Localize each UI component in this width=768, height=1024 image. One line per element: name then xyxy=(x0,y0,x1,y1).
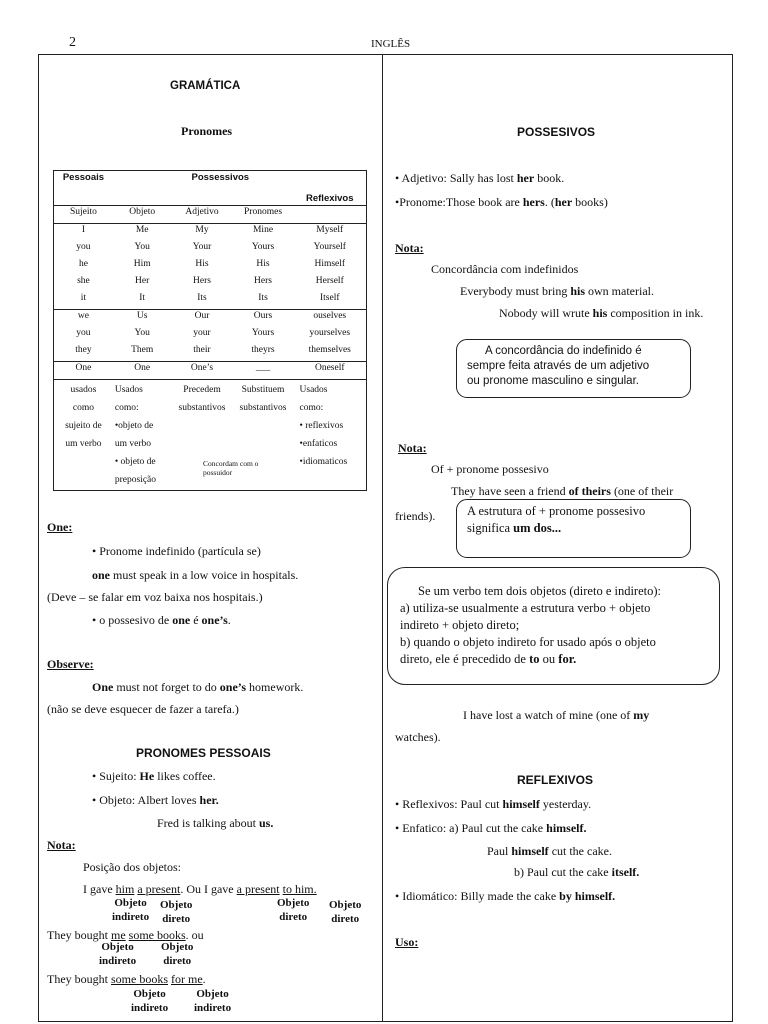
usage-line: sujeito de xyxy=(65,421,102,431)
table-cell: Herself xyxy=(315,276,344,286)
table-cell: One xyxy=(54,362,113,380)
table-cell: Its xyxy=(197,293,207,303)
table-cell: I xyxy=(54,224,113,242)
table-cell: Hers xyxy=(254,276,272,286)
table-cell: You xyxy=(134,328,150,338)
usage-line: Usados xyxy=(299,385,328,395)
one-example: one must speak in a low voice in hospitals. xyxy=(92,568,299,582)
watch-line-2: watches). xyxy=(395,730,441,744)
usage-line: •objeto de xyxy=(114,421,154,431)
reflexivos-line-1: • Reflexivos: Paul cut himself yesterday. xyxy=(395,797,592,811)
table-column-headers: Sujeito Objeto Adjetivo Pronomes xyxy=(54,206,367,224)
possesivos-pronome: •Pronome:Those book are hers. (her books) xyxy=(395,195,608,209)
reflexivos-line-3: Paul himself cut the cake. xyxy=(487,844,612,858)
usage-line: um verbo xyxy=(114,439,152,449)
one-title: One: xyxy=(47,520,73,534)
label-objeto-indireto-1: Objeto indireto xyxy=(112,897,150,923)
table-cell: Its xyxy=(258,293,268,303)
of-pronoun-box: A estrutura of + pronome possesivo significa um dos... xyxy=(456,499,691,558)
grammar-heading: GRAMÁTICA xyxy=(170,80,241,92)
pessoais-title: PRONOMES PESSOAIS xyxy=(136,746,271,760)
table-cell: your xyxy=(193,328,211,338)
table-cell: Yourself xyxy=(313,242,346,252)
usage-line: usados xyxy=(70,385,97,395)
table-cell: Me xyxy=(113,224,172,242)
table-cell: Us xyxy=(113,310,172,328)
table-cell: you xyxy=(76,242,91,252)
label-objeto-indireto-3: Objeto indireto xyxy=(131,988,169,1014)
table-cell: he xyxy=(78,259,88,269)
usage-line: •idiomaticos xyxy=(299,457,348,467)
nota-right-1-line-2: Everybody must bring his own material. xyxy=(460,284,654,298)
table-cell: One xyxy=(113,362,172,380)
nota-right-1-title: Nota: xyxy=(395,241,424,255)
table-row xyxy=(54,275,367,292)
usage-line: como: xyxy=(299,403,324,413)
usage-line: como: xyxy=(114,403,139,413)
table-cell: Your xyxy=(192,242,212,252)
table-cell: she xyxy=(77,276,90,286)
table-row xyxy=(54,362,367,380)
table-cell: ouselves xyxy=(294,310,367,328)
table-cell: yourselves xyxy=(309,328,351,338)
usage-line: um verbo xyxy=(65,439,102,449)
table-cell: their xyxy=(193,345,211,355)
one-bullet-1: • Pronome indefinido (partícula se) xyxy=(92,544,261,558)
usage-line: Precedem xyxy=(183,385,221,395)
table-cell: we xyxy=(54,310,113,328)
table-cell: Itself xyxy=(320,293,340,303)
label-objeto-direto-2: Objeto direto xyxy=(277,897,310,923)
nota-right-2-line-1: Of + pronome possesivo xyxy=(431,462,549,476)
page-header-title: INGLÊS xyxy=(371,38,411,50)
nota-right-2-title: Nota: xyxy=(398,441,427,455)
usage-line: Usados xyxy=(114,385,143,395)
group-possessivos: Possessivos xyxy=(191,172,250,183)
table-cell: Oneself xyxy=(294,362,367,380)
table-cell: ___ xyxy=(233,362,294,380)
column-divider xyxy=(382,54,383,1021)
two-objects-box: Se um verbo tem dois objetos (direto e indireto): a) utiliza-se usualmente a estrutura verbo + objeto indireto + objeto direto; b) quando o objeto indireto for usado após o objeto direto, ele é precedido de to ou for. xyxy=(387,567,720,685)
group-pessoais: Pessoais xyxy=(62,172,105,183)
table-cell: Her xyxy=(135,276,150,286)
table-cell: His xyxy=(195,259,209,269)
pessoais-fred: Fred is talking about us. xyxy=(157,816,274,830)
table-row xyxy=(54,292,367,310)
nota-sentence-3: They bought some books for me. xyxy=(47,972,206,986)
table-cell: Himself xyxy=(314,259,346,269)
nota-right-1-line-3: Nobody will wrute his composition in ink. xyxy=(499,306,704,320)
reflexivos-line-2: • Enfatico: a) Paul cut the cake himself. xyxy=(395,821,587,835)
one-bullet-2: • o possesivo de one é one’s. xyxy=(92,613,231,627)
table-cell: Hers xyxy=(193,276,211,286)
table-cell: My xyxy=(172,224,233,242)
table-row xyxy=(54,344,367,362)
observe-example: One must not forget to do one’s homework. xyxy=(92,680,304,694)
observe-title: Observe: xyxy=(47,657,94,671)
table-cell: Ours xyxy=(233,310,294,328)
table-cell: Him xyxy=(133,259,151,269)
nota-left-title: Nota: xyxy=(47,838,76,852)
usage-cell xyxy=(294,380,367,491)
group-reflexivos: Reflexivos xyxy=(306,193,354,204)
pronoun-table xyxy=(53,170,367,491)
table-cell: Yours xyxy=(251,242,275,252)
reflexivos-line-4: b) Paul cut the cake itself. xyxy=(514,865,640,879)
table-cell: Myself xyxy=(294,224,367,242)
observe-translation: (não se deve esquecer de fazer a tarefa.) xyxy=(47,702,239,716)
usage-line: • reflexivos xyxy=(299,421,344,431)
table-cell: Our xyxy=(172,310,233,328)
pronouns-subheading: Pronomes xyxy=(181,124,233,138)
usage-line: Substituem xyxy=(241,385,285,395)
pessoais-objeto: • Objeto: Albert loves her. xyxy=(92,793,219,807)
table-row xyxy=(54,258,367,275)
usage-cell xyxy=(113,380,172,491)
usage-line: como xyxy=(72,403,94,413)
table-row xyxy=(54,224,367,242)
label-objeto-indireto-2: Objeto indireto xyxy=(99,941,137,967)
table-cell: Mine xyxy=(233,224,294,242)
nota-right-1-line-1: Concordância com indefinidos xyxy=(431,262,579,276)
table-cell: One’s xyxy=(172,362,233,380)
table-cell: it xyxy=(80,293,87,303)
table-cell: themselves xyxy=(308,345,351,355)
possesivos-adjetivo: • Adjetivo: Sally has lost her book. xyxy=(395,171,565,185)
table-cell: you xyxy=(76,328,91,338)
usage-line: substantivos xyxy=(178,403,226,413)
nota-sentence-2: They bought me some books. ou xyxy=(47,928,204,942)
label-objeto-direto-1: Objeto direto xyxy=(160,899,193,925)
table-cell: they xyxy=(75,345,92,355)
nota-sentence-1: I gave him a present. Ou I gave a present to him. xyxy=(83,882,317,896)
pessoais-sujeito: • Sujeito: He likes coffee. xyxy=(92,769,216,783)
nota-right-2-line-2: They have seen a friend of theirs (one of their xyxy=(451,484,674,498)
table-cell: theyrs xyxy=(251,345,275,355)
table-cell: Yours xyxy=(251,328,275,338)
usage-line: substantivos xyxy=(239,403,287,413)
uso-title: Uso: xyxy=(395,935,419,949)
one-translation: (Deve – se falar em voz baixa nos hospitais.) xyxy=(47,590,263,604)
reflexivos-line-5: • Idiomático: Billy made the cake by himself. xyxy=(395,889,616,903)
table-note: Concordam com o possuidor xyxy=(203,459,259,477)
agreement-box: A concordância do indefinido é sempre feita através de um adjetivo ou pronome masculino e singular. xyxy=(456,339,691,398)
nota-posicao: Posição dos objetos: xyxy=(83,860,181,874)
label-objeto-direto-3: Objeto direto xyxy=(329,899,362,925)
table-row xyxy=(54,241,367,258)
reflexivos-title: REFLEXIVOS xyxy=(517,773,594,787)
table-row xyxy=(54,327,367,344)
watch-line-1: I have lost a watch of mine (one of my xyxy=(463,708,650,722)
usage-line: preposição xyxy=(114,475,157,485)
table-row xyxy=(54,310,367,328)
table-cell: You xyxy=(134,242,150,252)
nota-right-2-line-3: friends). xyxy=(395,509,436,523)
label-objeto-direto-4: Objeto direto xyxy=(161,941,194,967)
table-cell: Them xyxy=(131,345,154,355)
usage-line: • objeto de xyxy=(114,457,156,467)
table-cell: It xyxy=(139,293,146,303)
table-cell: His xyxy=(256,259,270,269)
usage-line: •enfaticos xyxy=(299,439,338,449)
page-number: 2 xyxy=(69,35,76,50)
label-objeto-indireto-4: Objeto indireto xyxy=(194,988,232,1014)
possesivos-title: POSSESIVOS xyxy=(517,125,596,139)
usage-cell xyxy=(54,380,113,491)
